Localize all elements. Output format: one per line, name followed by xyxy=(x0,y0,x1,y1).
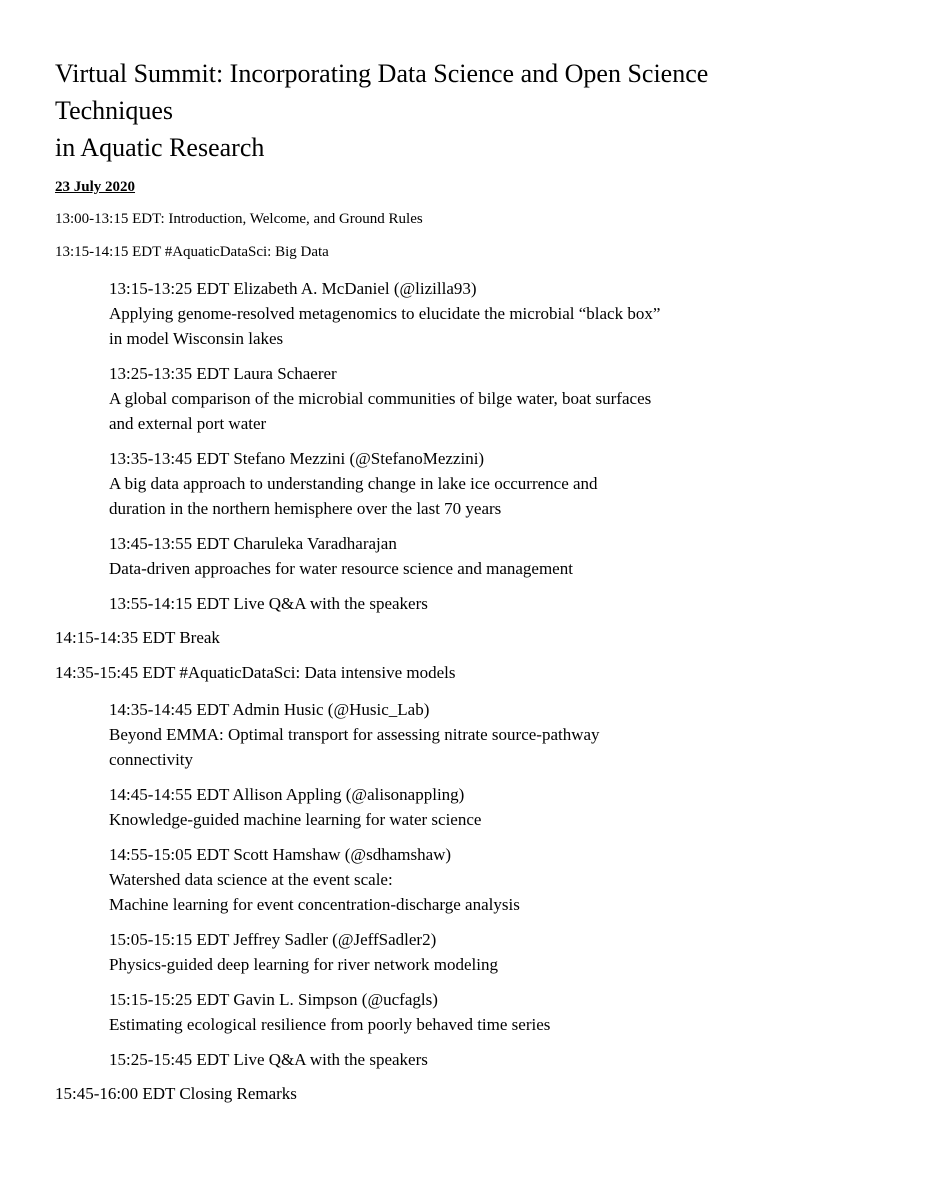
talk-item xyxy=(109,697,600,772)
talk-item xyxy=(109,531,573,581)
talk-item xyxy=(109,591,428,616)
talk-header: 14:35-14:45 EDT Admin Husic (@Husic_Lab) xyxy=(109,700,430,719)
talk-header: 15:25-15:45 EDT Live Q&A with the speakers xyxy=(109,1050,428,1069)
talk-title-line: and external port water xyxy=(109,414,267,433)
talk-title-line: A global comparison of the microbial communities of bilge water, boat surfaces xyxy=(109,389,652,408)
talk-header: 13:45-13:55 EDT Charuleka Varadharajan xyxy=(109,534,397,553)
title-line: Virtual Summit: Incorporating Data Science and Open Science xyxy=(55,59,709,88)
talk-title-line: Watershed data science at the event scale: xyxy=(109,870,393,889)
talk-header: 15:05-15:15 EDT Jeffrey Sadler (@JeffSadler2) xyxy=(109,930,437,949)
talk-header: 14:45-14:55 EDT Allison Appling (@alisonappling) xyxy=(109,785,465,804)
talk-title-line: Physics-guided deep learning for river network modeling xyxy=(109,955,499,974)
event-date: 23 July 2020 xyxy=(55,179,136,195)
talk-header: 13:15-13:25 EDT Elizabeth A. McDaniel (@lizilla93) xyxy=(109,279,477,298)
talk-header: 13:25-13:35 EDT Laura Schaerer xyxy=(109,364,337,383)
talk-title-line: connectivity xyxy=(109,750,194,769)
session-2-heading: 14:35-15:45 EDT #AquaticDataSci: Data intensive models xyxy=(55,663,456,682)
talk-item xyxy=(109,842,520,917)
talk-header: 15:15-15:25 EDT Gavin L. Simpson (@ucfagls) xyxy=(109,990,438,1009)
talk-title-line: A big data approach to understanding change in lake ice occurrence and xyxy=(109,474,598,493)
talk-title-line: Estimating ecological resilience from poorly behaved time series xyxy=(109,1015,551,1034)
talk-title-line: duration in the northern hemisphere over the last 70 years xyxy=(109,499,502,518)
talk-item xyxy=(109,782,481,832)
talk-title-line: Applying genome-resolved metagenomics to elucidate the microbial “black box” xyxy=(109,304,661,323)
talk-title-line: Knowledge-guided machine learning for water science xyxy=(109,810,482,829)
break-item: 14:15-14:35 EDT Break xyxy=(55,628,220,647)
talk-title-line: Machine learning for event concentration-discharge analysis xyxy=(109,895,520,914)
talk-header: 13:35-13:45 EDT Stefano Mezzini (@StefanoMezzini) xyxy=(109,449,485,468)
talk-item xyxy=(109,987,550,1037)
title-line: Techniques xyxy=(55,96,174,125)
talk-title-line: Beyond EMMA: Optimal transport for assessing nitrate source-pathway xyxy=(109,725,600,744)
talk-item xyxy=(109,361,651,436)
title-line: in Aquatic Research xyxy=(55,133,265,162)
talk-header: 14:55-15:05 EDT Scott Hamshaw (@sdhamshaw) xyxy=(109,845,452,864)
talk-item xyxy=(109,446,598,521)
page-title xyxy=(55,55,708,166)
talk-item xyxy=(109,927,498,977)
intro-item: 13:00-13:15 EDT: Introduction, Welcome, and Ground Rules xyxy=(55,211,423,227)
talk-item xyxy=(109,276,660,351)
talk-title-line: Data-driven approaches for water resource science and management xyxy=(109,559,573,578)
session-1-heading: 13:15-14:15 EDT #AquaticDataSci: Big Data xyxy=(55,244,329,260)
talk-item xyxy=(109,1047,428,1072)
talk-header: 13:55-14:15 EDT Live Q&A with the speakers xyxy=(109,594,428,613)
talk-title-line: in model Wisconsin lakes xyxy=(109,329,284,348)
closing-item: 15:45-16:00 EDT Closing Remarks xyxy=(55,1084,297,1103)
